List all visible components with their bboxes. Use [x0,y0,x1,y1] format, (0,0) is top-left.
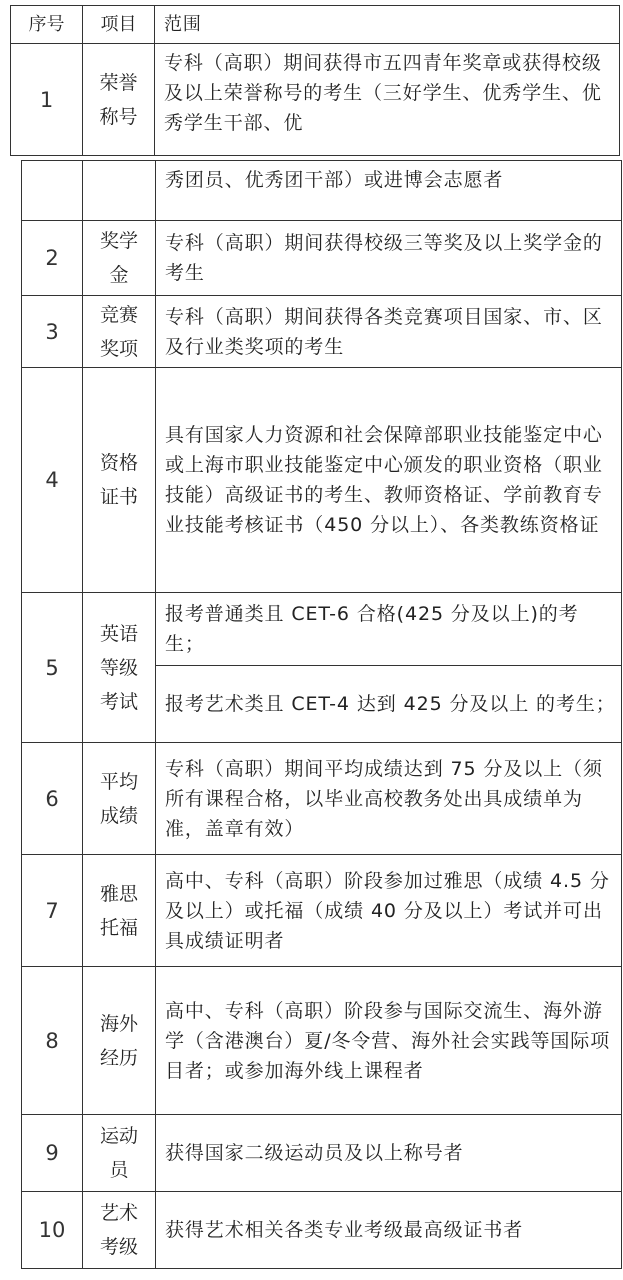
table-row: 9 运动员 获得国家二级运动员及以上称号者 [22,1115,622,1192]
table-row: 2 奖学金 专科（高职）期间获得校级三等奖及以上奖学金的考生 [22,221,622,296]
header-item: 项目 [83,6,155,44]
header-scope: 范围 [155,6,620,44]
row-desc: 专科（高职）期间获得市五四青年奖章或获得校级及以上荣誉称号的考生（三好学生、优秀学生、优秀学生干部、优 [155,44,620,156]
table-row: 4 资格证书 具有国家人力资源和社会保障部职业技能鉴定中心或上海市职业技能鉴定中心颁发的职业资格（职业技能）高级证书的考生、教师资格证、学前教育专业技能考核证书（450 分以上）、各类教练资格证 [22,368,622,593]
header-num: 序号 [11,6,83,44]
table-part-2 [21,160,622,1269]
table-row: 10 艺术考级 获得艺术相关各类专业考级最高级证书者 [22,1192,622,1269]
table-row: 6 平均成绩 专科（高职）期间平均成绩达到 75 分及以上（须所有课程合格，以毕业高校教务处出具成绩单为准，盖章有效） [22,743,622,855]
row-item [83,44,155,156]
table-row [11,44,620,156]
table-row: 5 英语等级考试 报考普通类且 CET-6 合格(425 分及以上)的考生； 报考艺术类且 CET-4 达到 425 分及以上 的考生； [22,593,622,743]
row-desc-continued: 秀团员、优秀团干部）或进博会志愿者 [156,161,622,221]
table-row: 3 竞赛奖项 专科（高职）期间获得各类竞赛项目国家、市、区及行业类奖项的考生 [22,296,622,368]
table-row-continued [22,161,622,221]
row-num: 1 [11,44,83,156]
row-item-text: 荣誉称号 [99,71,138,128]
table-row: 7 雅思托福 高中、专科（高职）阶段参加过雅思（成绩 4.5 分及以上）或托福（成绩 40 分及以上）考试并可出具成绩证明者 [22,855,622,967]
table-part-1 [10,5,620,156]
table-header-row [11,6,620,44]
table-row: 8 海外经历 高中、专科（高职）阶段参与国际交流生、海外游学（含港澳台）夏/冬令营、海外社会实践等国际项目者；或参加海外线上课程者 [22,967,622,1115]
